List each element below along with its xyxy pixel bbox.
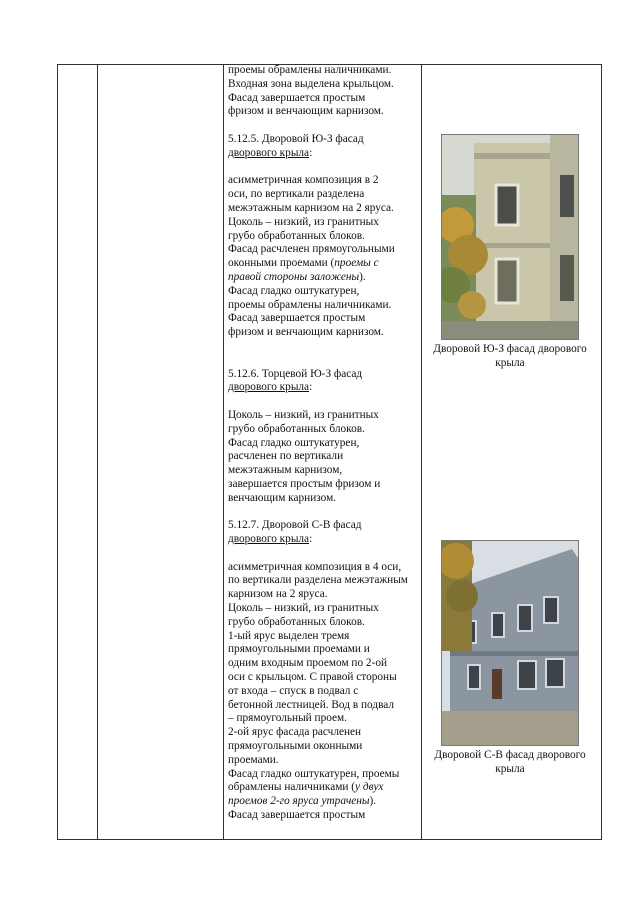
facade-photo xyxy=(441,134,579,340)
section-heading: 5.12.6. Торцевой Ю-З фасад xyxy=(228,367,363,380)
text-line: Фасад завершается простым xyxy=(228,91,366,104)
text-line: 1-ый ярус выделен тремя xyxy=(228,629,350,642)
column-divider xyxy=(421,65,422,839)
text-line: 2-ой ярус фасада расчленен xyxy=(228,726,362,739)
text-line: Фасад гладко оштукатурен, проемы xyxy=(228,767,400,780)
text-line: Фасад завершается простым xyxy=(228,312,366,325)
text-line: грубо обработанных блоков. xyxy=(228,229,365,242)
text-line: проемы обрамлены наличниками. xyxy=(228,64,392,76)
text-line: Входная зона выделена крыльцом. xyxy=(228,77,394,90)
text-line: фризом и венчающим карнизом. xyxy=(228,326,384,339)
text-line: бетонной лестницей. Вод в подвал xyxy=(228,698,395,711)
text-line: – прямоугольный проем. xyxy=(228,712,347,725)
description-column xyxy=(228,64,420,823)
text-line: карнизом на 2 яруса. xyxy=(228,588,328,601)
text-line: межэтажным карнизом на 2 яруса. xyxy=(228,201,394,214)
text-line: Цоколь – низкий, из гранитных xyxy=(228,602,379,615)
text-line: грубо обработанных блоков. xyxy=(228,615,365,628)
text-line: Фасад расчленен прямоугольными xyxy=(228,243,395,256)
text-line: по вертикали разделена межэтажным xyxy=(228,574,408,587)
text-line: Фасад гладко оштукатурен, xyxy=(228,436,360,449)
section-heading: 5.12.5. Дворовой Ю-З фасад xyxy=(228,132,364,145)
photo-caption: Дворовой С-В фасад дворового крыла xyxy=(434,749,586,775)
text-line: грубо обработанных блоков. xyxy=(228,422,365,435)
text-line: фризом и венчающим карнизом. xyxy=(228,105,384,118)
column-divider xyxy=(97,65,98,839)
text-line: межэтажным карнизом, xyxy=(228,464,343,477)
text-line: прямоугольными проемами и xyxy=(228,643,370,656)
text-line: обрамлены наличниками (у двух xyxy=(228,781,384,794)
text-line: асимметричная композиция в 4 оси, xyxy=(228,560,402,573)
text-line: оконными проемами (проемы с xyxy=(228,257,379,270)
text-line: асимметричная композиция в 2 xyxy=(228,174,379,187)
text-line: оси с крыльцом. С правой стороны xyxy=(228,671,397,684)
text-line: проемами. xyxy=(228,753,279,766)
text-line: проемы обрамлены наличниками. xyxy=(228,298,392,311)
text-line: от входа – спуск в подвал с xyxy=(228,684,359,697)
section-heading: дворового крыла: xyxy=(228,381,313,394)
text-line: венчающим карнизом. xyxy=(228,491,337,504)
text-line: одним входным проемом по 2-ой xyxy=(228,657,388,670)
text-line: завершается простым фризом и xyxy=(228,477,381,490)
text-line: Фасад завершается простым xyxy=(228,809,366,822)
section-heading: дворового крыла: xyxy=(228,533,313,546)
text-line: прямоугольными оконными xyxy=(228,740,363,753)
column-divider xyxy=(223,65,224,839)
text-line: Цоколь – низкий, из гранитных xyxy=(228,408,379,421)
text-line: Цоколь – низкий, из гранитных xyxy=(228,215,379,228)
text-line: оси, по вертикали разделена xyxy=(228,188,365,201)
text-line: проемов 2-го яруса утрачены). xyxy=(228,795,377,808)
photo-caption: Дворовой Ю-З фасад дворового крыла xyxy=(433,343,587,369)
facade-photo xyxy=(441,540,579,746)
text-line: правой стороны заложены). xyxy=(228,270,366,283)
text-line: расчленен по вертикали xyxy=(228,450,344,463)
section-heading: дворового крыла: xyxy=(228,146,313,159)
text-line: Фасад гладко оштукатурен, xyxy=(228,284,360,297)
section-heading: 5.12.7. Дворовой С-В фасад xyxy=(228,519,362,532)
